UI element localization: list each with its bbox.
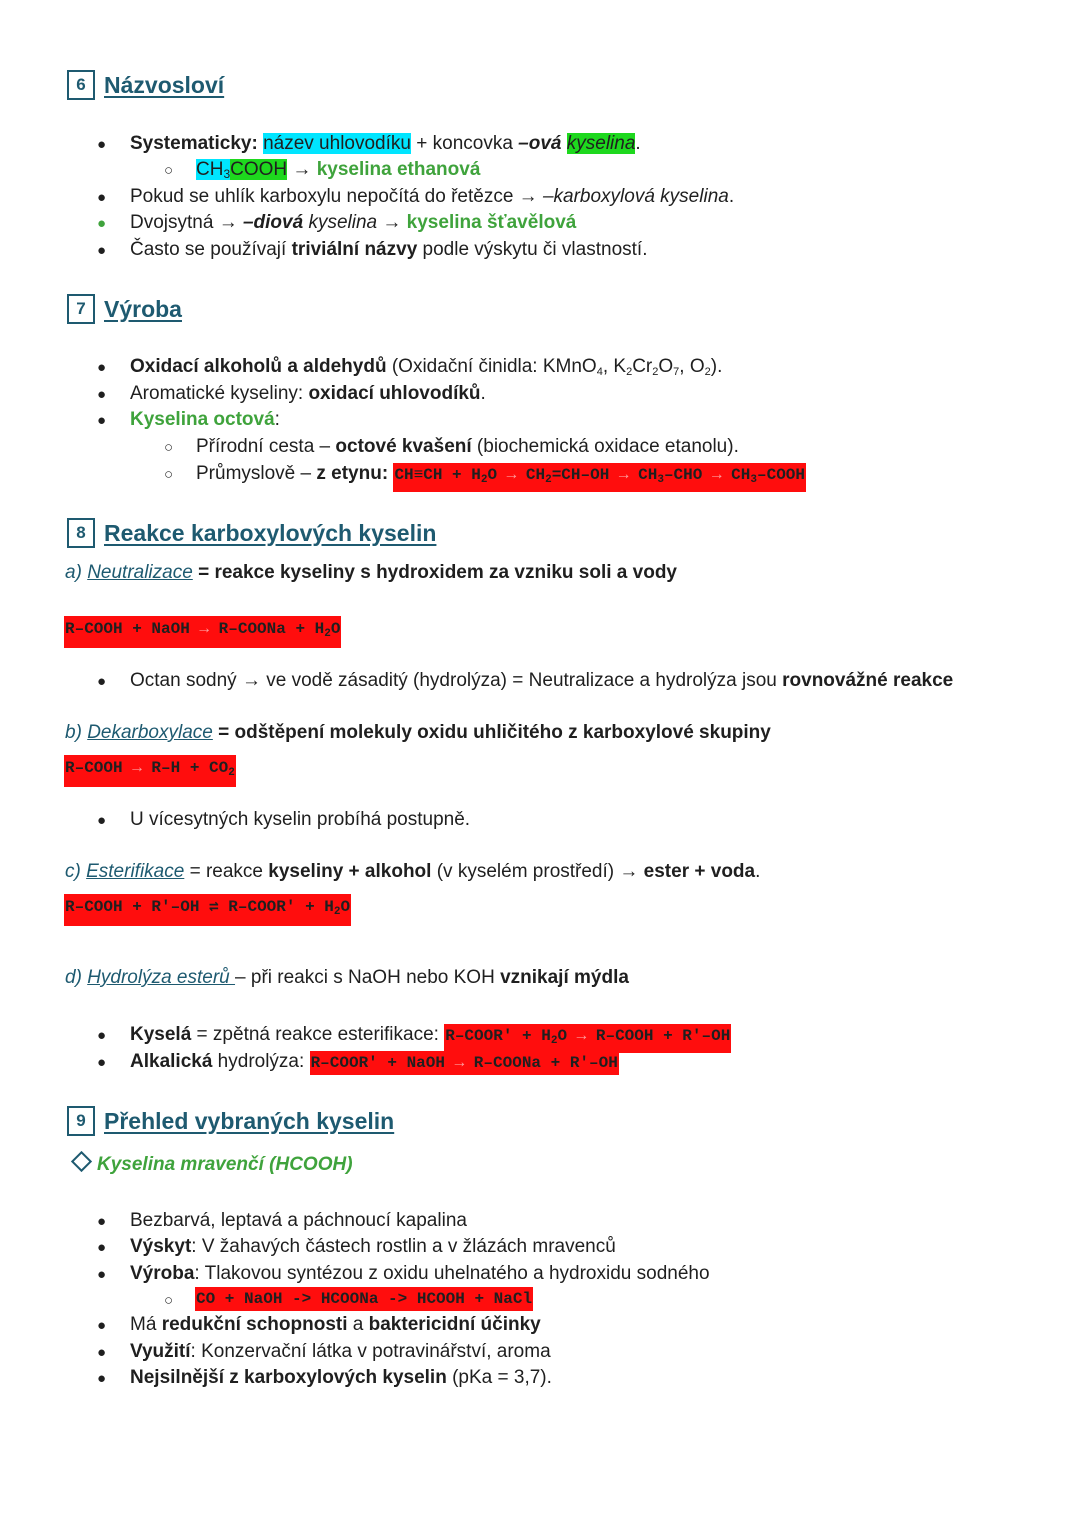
text: = reakce [184,861,269,882]
bullet-icon: ● [97,1266,107,1283]
list-item [130,210,576,236]
bullet-icon: ● [97,242,107,259]
text: b) [65,722,88,743]
list-item: Bezbarvá, leptavá a páchnoucí kapalina [130,1210,467,1231]
formula [196,159,230,180]
list-item [130,407,280,433]
subscript: 2 [480,474,488,486]
bullet-icon: ● [97,673,107,690]
text: : [274,409,280,430]
subscript: 4 [596,366,603,378]
text: Kyselina octová [130,409,275,430]
name: kyselina ethanová [316,159,481,180]
bullet-icon: ● [97,359,107,376]
text: podle výskytu či vlastností. [417,239,648,260]
section-title: Výroba [104,295,182,322]
text: Průmyslově – [196,463,317,484]
text: = reakce kyseliny s hydroxidem za vzniku soli a vody [192,562,677,583]
bullet-icon: ● [97,1370,107,1387]
text: CH [196,159,224,180]
label: Systematicky: [130,133,258,154]
reaction-equation [393,463,806,492]
text: : Tlakovou syntézou z oxidu uhelnatého a hydroxidu sodného [194,1263,710,1284]
text: octové kvašení [335,436,472,457]
link[interactable]: Neutralizace [87,562,193,583]
arrow-icon: → [618,466,629,484]
text: Kyselá [130,1024,192,1045]
text: (biochemická oxidace etanolu). [471,436,739,457]
text: CH≡CH + H [394,466,481,484]
section-8-heading [67,518,436,548]
text: CO + NaOH -> HCOONa -> HCOOH + NaCl [195,1287,533,1311]
list-item [130,381,486,407]
bullet-icon: ● [97,189,107,206]
list-item [130,1261,710,1287]
text: –karboxylová kyselina [542,186,729,207]
text: Výroba [130,1263,195,1284]
subscript: 2 [550,1035,558,1047]
reaction-equation [64,616,341,648]
bullet-icon: ● [97,136,107,153]
list-item [130,668,953,694]
bullet-icon: ● [97,386,107,403]
text: d) [65,967,88,988]
reaction-equation [64,755,236,787]
text: . [635,133,641,154]
arrow-icon: → [576,1027,587,1045]
list-item [196,434,739,460]
text: a) [65,562,88,583]
text: – při reakci s NaOH nebo KOH [235,967,501,988]
text: R–COOR' + H [218,898,334,916]
arrow: → [287,159,317,180]
list-item [130,184,734,210]
subscript: 2 [228,767,235,779]
text: Aromatické kyseliny: [130,383,309,404]
bullet-icon: ● [97,1239,107,1256]
list-item [130,1312,541,1338]
text: Výskyt [130,1236,192,1257]
bullet-icon: ● [97,1027,107,1044]
section-6-heading [67,70,224,100]
list-item [130,1339,551,1365]
text: + koncovka [410,133,519,154]
section-number: 7 [67,294,95,324]
text: baktericidní účinky [368,1314,541,1335]
list-item [130,237,647,263]
section-title: Přehled vybraných kyselin [104,1107,395,1134]
text: , O [679,356,705,377]
circle-bullet-icon: ○ [164,439,174,456]
text: R–COOH + R'–OH [65,898,210,916]
section-number: 6 [67,70,95,100]
link[interactable]: Esterifikace [86,861,185,882]
text: : Konzervační látka v potravinářství, aroma [190,1341,551,1362]
text: hydrolýza: [212,1051,310,1072]
text: Dvojsytná → [130,212,243,233]
text: Často se používají [130,239,292,260]
text: triviální názvy [291,239,418,260]
list-item [130,1049,619,1075]
text: kyselina → [303,212,407,233]
text: Cr [632,356,653,377]
bullet-icon: ● [97,1213,107,1230]
subsection-heading [70,1152,353,1178]
text: Přírodní cesta – [196,436,336,457]
text: CH [516,466,546,484]
text: R–COOH [65,759,133,777]
text: Pokud se uhlík karboxylu nepočítá do řetězce → [130,186,543,207]
section-title: Reakce karboxylových kyselin [104,519,437,546]
list-item [130,131,641,157]
bullet-icon: ● [97,412,107,429]
arrow-icon: → [199,620,210,638]
text: O [330,620,341,638]
section-number: 9 [67,1106,95,1136]
text: CH [721,466,751,484]
bullet-icon: ● [97,1054,107,1071]
section-number: 8 [67,518,95,548]
text: O [557,1027,577,1045]
bullet-icon: ● [97,1317,107,1334]
text: c) [65,861,87,882]
text: O [487,466,507,484]
subscript: 2 [704,366,711,378]
text: =CH–OH [551,466,619,484]
circle-bullet-icon: ○ [164,1292,174,1309]
subscript: 2 [545,474,552,486]
text: kyselina šťavělová [406,212,577,233]
text: kyseliny + alkohol [268,861,432,882]
subscript: 3 [657,474,664,486]
text: . [728,186,735,207]
text: Nejsilnější z karboxylových kyselin [130,1367,447,1388]
text: R–H + CO [141,759,229,777]
text: R–COOH + R'–OH [586,1027,731,1045]
list-item: U vícesytných kyselin probíhá postupně. [130,809,471,830]
text: oxidací uhlovodíků [308,383,481,404]
text: = odštěpení molekuly oxidu uhličitého z karboxylové skupiny [212,722,771,743]
arrow-icon: → [454,1054,465,1072]
text: . [480,383,486,404]
text: : V žahavých částech rostlin a v žlázách mravenců [191,1236,616,1257]
text: Alkalická [130,1051,213,1072]
text: rovnovážné reakce [782,670,954,691]
reaction-equation [64,894,351,926]
subsection-d [65,965,629,991]
text: Octan sodný → ve vodě zásaditý (hydrolýza) = Neutralizace a hydrolýza jsou [130,670,783,691]
subscript: 7 [673,366,680,378]
subscript: 2 [333,906,341,918]
link[interactable]: Dekarboxylace [87,722,213,743]
bullet-icon: ● [97,1344,107,1361]
text: = zpětná reakce esterifikace: [191,1024,445,1045]
bullet-icon: ● [97,215,107,232]
text: R–COONa + H [209,620,325,638]
list-item [196,461,806,492]
formula: COOH [230,159,288,180]
list-item [196,157,480,187]
text: ). [710,356,723,377]
subscript: 2 [324,628,331,640]
text: a [347,1314,369,1335]
suffix: –ová [518,133,562,154]
text: (v kyselém prostředí) → [431,861,644,882]
section-9-heading [67,1106,394,1136]
text: . [755,861,761,882]
subscript: 3 [750,474,757,486]
subsection-a [65,560,677,586]
text: –diová [242,212,304,233]
text: ester + voda [643,861,756,882]
text: R–COOH + NaOH [65,620,200,638]
subscript: 3 [223,167,231,181]
text: z etynu: [316,463,389,484]
bullet-icon: ● [97,812,107,829]
section-7-heading [67,294,182,324]
link[interactable]: Hydrolýza esterů [87,967,236,988]
highlight: kyselina [566,133,636,154]
highlight: název uhlovodíku [263,133,411,154]
equilibrium-icon: ⇌ [209,898,219,916]
text: (pKa = 3,7). [446,1367,552,1388]
section-title: Názvosloví [104,71,225,98]
text: (Oxidační činidla: KMnO [386,356,597,377]
arrow-icon: → [711,466,722,484]
arrow-icon: → [132,759,142,777]
text: O [340,898,351,916]
text: redukční schopnosti [161,1314,348,1335]
text: Kyselina mravenčí (HCOOH) [97,1154,353,1175]
text: Má [130,1314,162,1335]
subsection-b [65,720,771,746]
text: R–COONa + R'–OH [464,1054,618,1072]
text: –CHO [663,466,712,484]
arrow-icon: → [506,466,517,484]
list-item [130,1365,552,1391]
circle-bullet-icon: ○ [164,466,174,483]
text: vznikají mýdla [500,967,629,988]
text: R–COOR' + H [445,1027,551,1045]
subscript: 2 [652,366,659,378]
diamond-icon [71,1151,92,1172]
reaction-equation [195,1287,533,1311]
text: , K [602,356,627,377]
subsection-c [65,859,760,885]
text: Oxidací alkoholů a aldehydů [130,356,387,377]
text: Využití [130,1341,191,1362]
list-item [130,1234,616,1260]
text: O [658,356,674,377]
text: –COOH [757,466,806,484]
subscript: 2 [626,366,633,378]
text: CH [628,466,658,484]
circle-bullet-icon: ○ [164,162,174,179]
text: R–COOR' + NaOH [310,1054,455,1072]
